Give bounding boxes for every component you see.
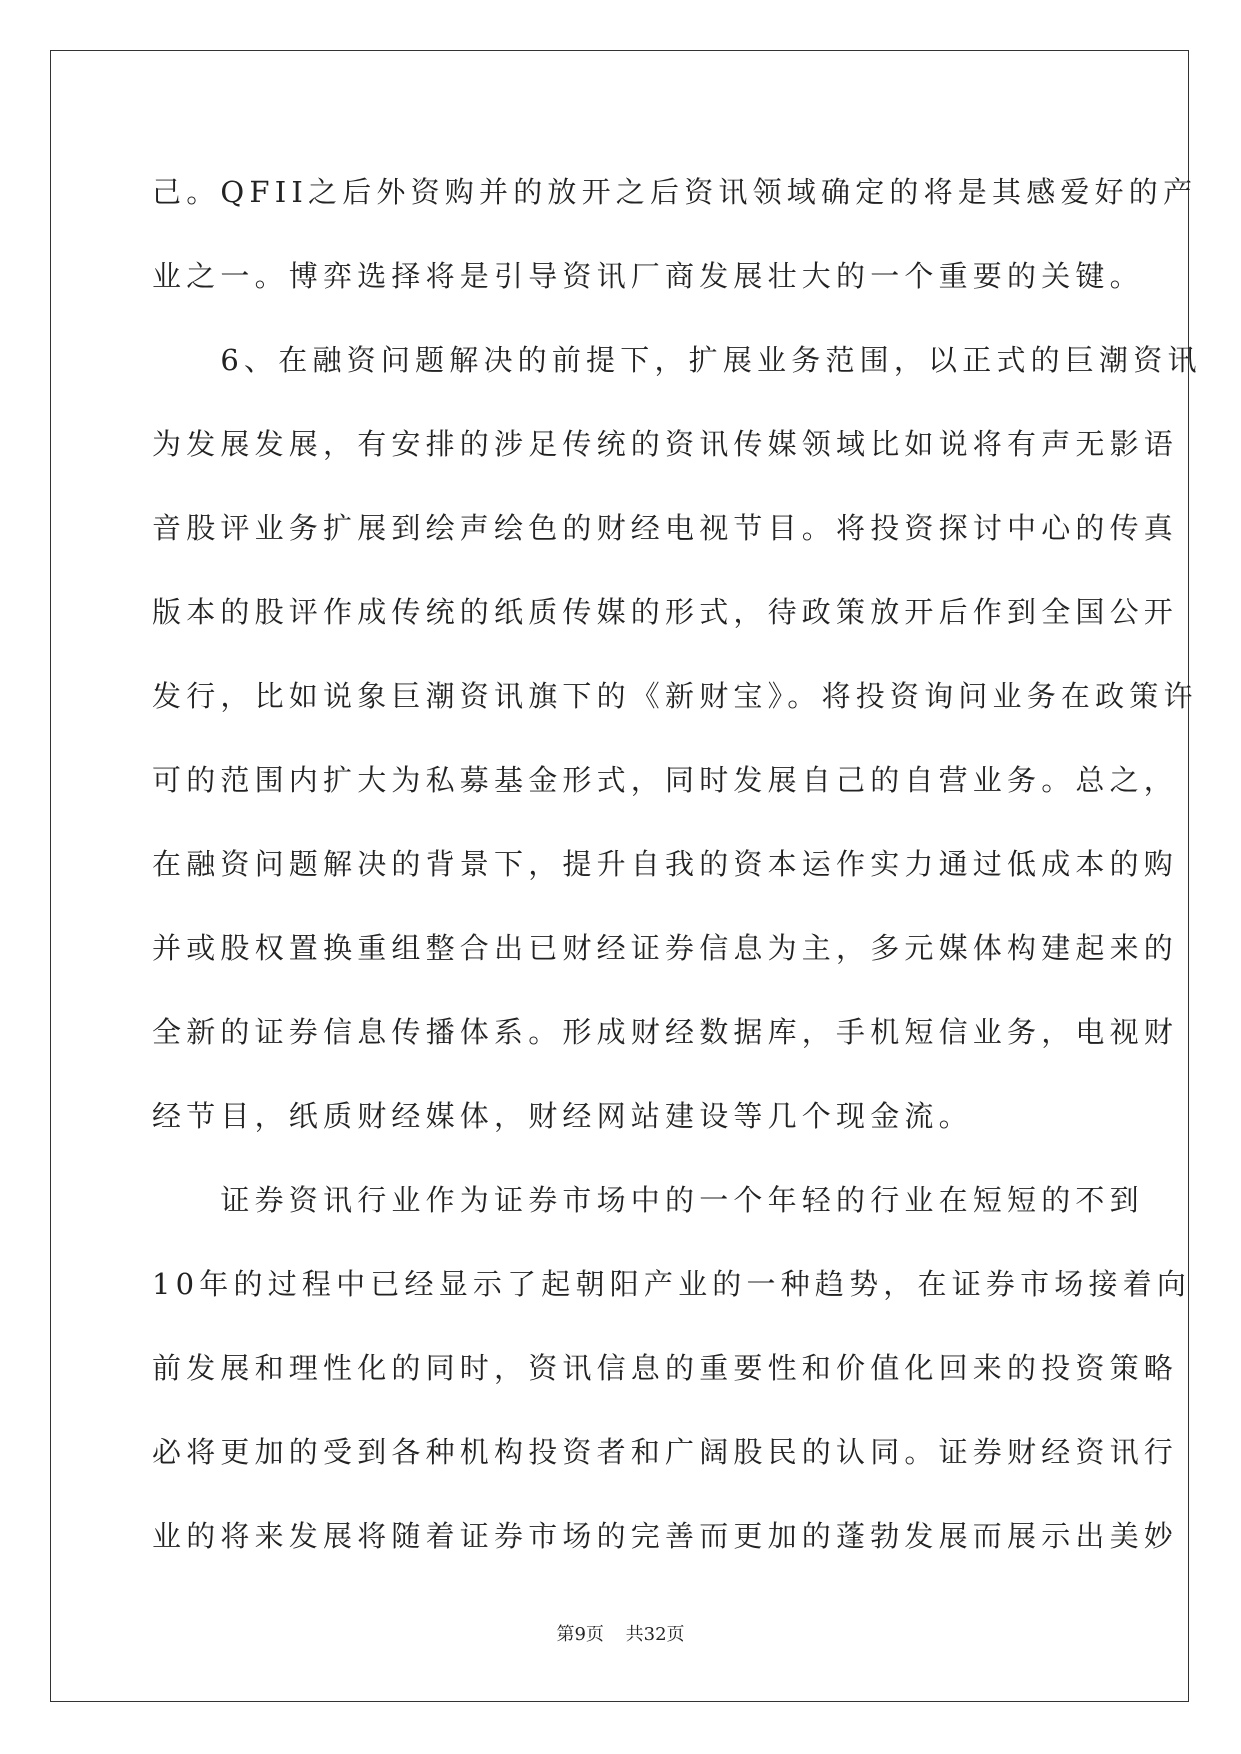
text-line: 为发展发展，有安排的涉足传统的资讯传媒领域比如说将有声无影语 xyxy=(152,427,1179,461)
text-line: 可的范围内扩大为私募基金形式，同时发展自己的自营业务。总之， xyxy=(152,763,1179,797)
text-line: 发行，比如说象巨潮资讯旗下的《新财宝》。将投资询问业务在政策许 xyxy=(152,679,1198,713)
text-line: 版本的股评作成传统的纸质传媒的形式，待政策放开后作到全国公开 xyxy=(152,595,1179,629)
document-body xyxy=(152,165,1202,1593)
text-line: 必将更加的受到各种机构投资者和广阔股民的认同。证券财经资讯行 xyxy=(152,1435,1179,1469)
text-line: 全新的证券信息传播体系。形成财经数据库，手机短信业务，电视财 xyxy=(152,1015,1179,1049)
page-total: 共32页 xyxy=(625,1624,685,1645)
text-line: 在融资问题解决的背景下，提升自我的资本运作实力通过低成本的购 xyxy=(152,847,1179,881)
page-number: 第9页 xyxy=(556,1624,604,1645)
text-line: 业的将来发展将随着证券市场的完善而更加的蓬勃发展而展示出美妙 xyxy=(152,1519,1179,1553)
text-line: 10年的过程中已经显示了起朝阳产业的一种趋势，在证券市场接着向 xyxy=(152,1267,1192,1301)
text-line: 己。QFII之后外资购并的放开之后资讯领域确定的将是其感爱好的产 xyxy=(152,175,1198,209)
page-footer xyxy=(0,1620,1241,1646)
text-line: 6、在融资问题解决的前提下，扩展业务范围，以正式的巨潮资讯 xyxy=(152,343,1202,377)
text-line: 证券资讯行业作为证券市场中的一个年轻的行业在短短的不到 xyxy=(152,1183,1144,1217)
text-line: 并或股权置换重组整合出已财经证券信息为主，多元媒体构建起来的 xyxy=(152,931,1179,965)
text-line: 前发展和理性化的同时，资讯信息的重要性和价值化回来的投资策略 xyxy=(152,1351,1179,1385)
text-line: 经节目，纸质财经媒体，财经网站建设等几个现金流。 xyxy=(152,1099,973,1133)
text-line: 音股评业务扩展到绘声绘色的财经电视节目。将投资探讨中心的传真 xyxy=(152,511,1179,545)
text-line: 业之一。博弈选择将是引导资讯厂商发展壮大的一个重要的关键。 xyxy=(152,259,1144,293)
